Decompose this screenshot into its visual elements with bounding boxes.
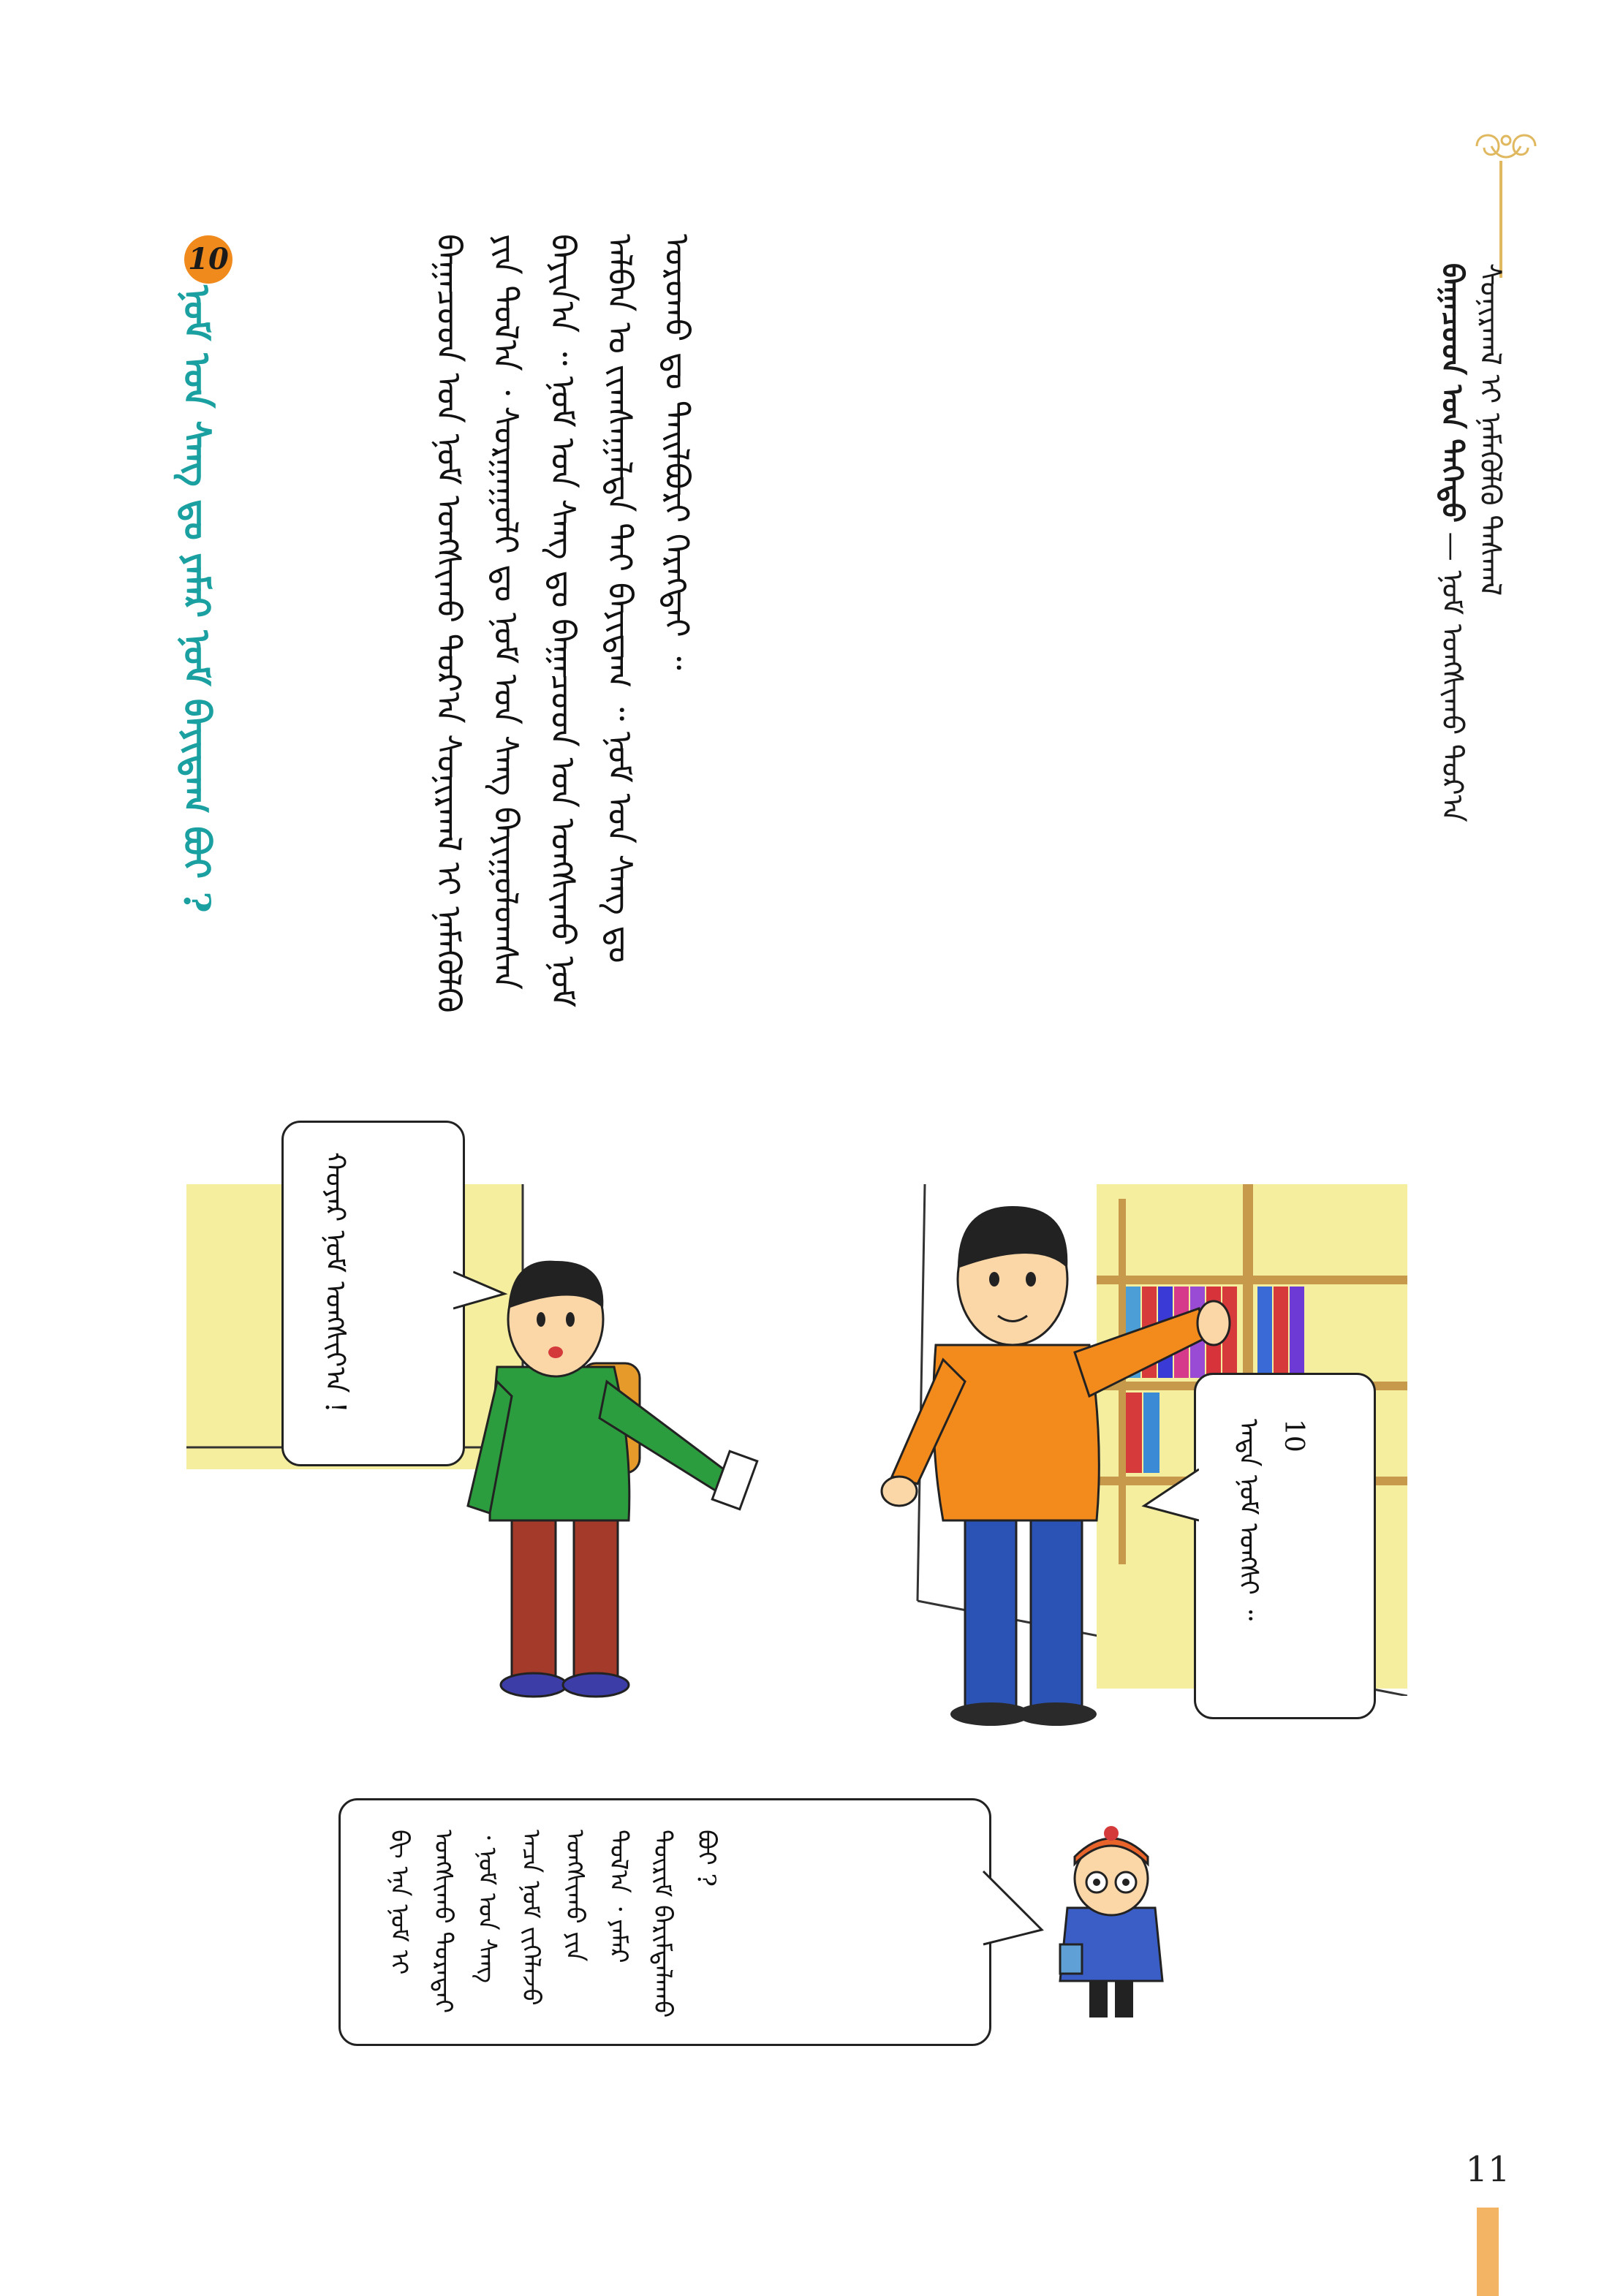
bubble-tail-left (453, 1265, 512, 1323)
body-paragraph: ᠪᠠᠭᠠᠴᠤᠳ ᠤᠨ ᠨᠤᠮ ᠤᠩᠰᠢᠬᠤ ᠳᠤᠷ᠎ᠠ ᠰᠤᠨᠢᠷᠬᠠᠯ ᠢ ᠨᠡᠮᠡᠭᠦᠯᠬᠦ ᠶᠢᠨ ᠲᠤᠯ᠎ᠠ ᠂ ᠰᠤᠷᠭᠠᠭᠤᠯᠢ ᠳᠤ ᠨᠤᠮ ᠤᠨ ᠰᠠᠩ ᠪᠠᠶᠢᠭᠤᠯᠤᠭᠰᠠᠨ ᠪᠠᠶᠢᠨ᠎ᠠ ᠃ ᠨᠤᠮ ᠤᠨ ᠰᠠᠩ ᠳᠤ ᠪᠠᠭᠠᠴᠤᠳ ᠤᠨ ᠤᠩᠰᠢᠬᠤ ᠨᠤᠮ ᠠᠯᠪᠠᠨ ᠤ ᠵᠢᠭᠰᠠᠭᠠᠯᠲᠠ ᠲᠠᠢ ᠪᠠᠶᠢᠳᠠᠭ ᠃ ᠨᠤᠮ ᠤᠨ ᠰᠠᠩ ᠳᠤ ᠤᠷᠤᠬᠤ ᠳᠤ ᠲᠡᠢᠯᠪᠦᠷᠢ ᠬᠡᠷᠡᠭᠲᠡᠢ ᠃ (429, 234, 697, 1013)
speech-bubble-left-boy (281, 1121, 465, 1466)
chapter-subtitle: — ᠨᠤᠮ ᠤᠩᠰᠢᠬᠤ ᠳᠤᠷ᠎ᠠ ᠰᠤᠨᠢᠷᠬᠠᠯ ᠢ ᠨᠡᠮᠡᠭᠦᠯᠬᠦ ᠳᠠᠰᠭᠠᠯ (1435, 263, 1507, 822)
ornament-icon (1469, 124, 1543, 168)
header-rule (1499, 161, 1502, 278)
speech-text-right-man: ᠡᠨᠳᠡ ᠨᠤᠮ ᠤᠩᠰᠢ ᠃ 10 (1233, 1419, 1309, 1621)
page-tab (1477, 2208, 1499, 2296)
question-number-badge: 10 (184, 235, 232, 284)
question-text: ᠨᠤᠮ ᠤᠨ ᠰᠠᠩ ᠳᠤ ᠶᠠᠮᠠᠷ ᠨᠤᠮ ᠪᠠᠶᠢᠳᠠᠭ ᠪᠤᠢ ? (175, 285, 219, 913)
speech-bubble-right-man (1194, 1373, 1376, 1719)
chapter-header (1433, 263, 1543, 892)
speech-text-small-boy: ᠪᠢ ᠡᠨᠡ ᠨᠤᠮ ᠢ ᠤᠩᠰᠢᠬᠤ ᠳᠤᠷᠠᠲᠠᠢ ᠂ ᠨᠤᠮ ᠤᠨ ᠰᠠᠩ ᠠᠴᠠ ᠨᠤᠮ ᠵᠢᠭᠡᠯᠡᠵᠦ ᠤᠩᠰᠢᠬᠤ ᠶᠢᠨ ᠲᠤᠯ᠎ᠠ ᠂ ᠶᠠᠮᠠᠷ ᠳᠦᠷᠢᠮ ᠪᠠᠷᠢᠮᠲᠠᠯᠠᠬᠤ ᠪᠤᠢ ? (385, 1830, 721, 2018)
boy-green-figure (431, 1257, 782, 1725)
bubble-tail-small (980, 1864, 1045, 1952)
bubble-tail-right (1140, 1462, 1199, 1535)
speech-bubble-small-boy (338, 1798, 991, 2046)
speech-text-left-boy: ᠬᠣᠶᠠᠷ ᠨᠤᠮ ᠤᠩᠰᠢᠶ᠎ᠠ ! (319, 1152, 352, 1413)
chapter-title: ᠪᠠᠭᠠᠴᠤᠳ ᠤᠨ ᠳᠡᠭᠡᠳᠦ (1435, 263, 1469, 523)
page-number: 11 (1465, 2149, 1510, 2190)
small-boy-figure (1038, 1820, 1184, 2039)
